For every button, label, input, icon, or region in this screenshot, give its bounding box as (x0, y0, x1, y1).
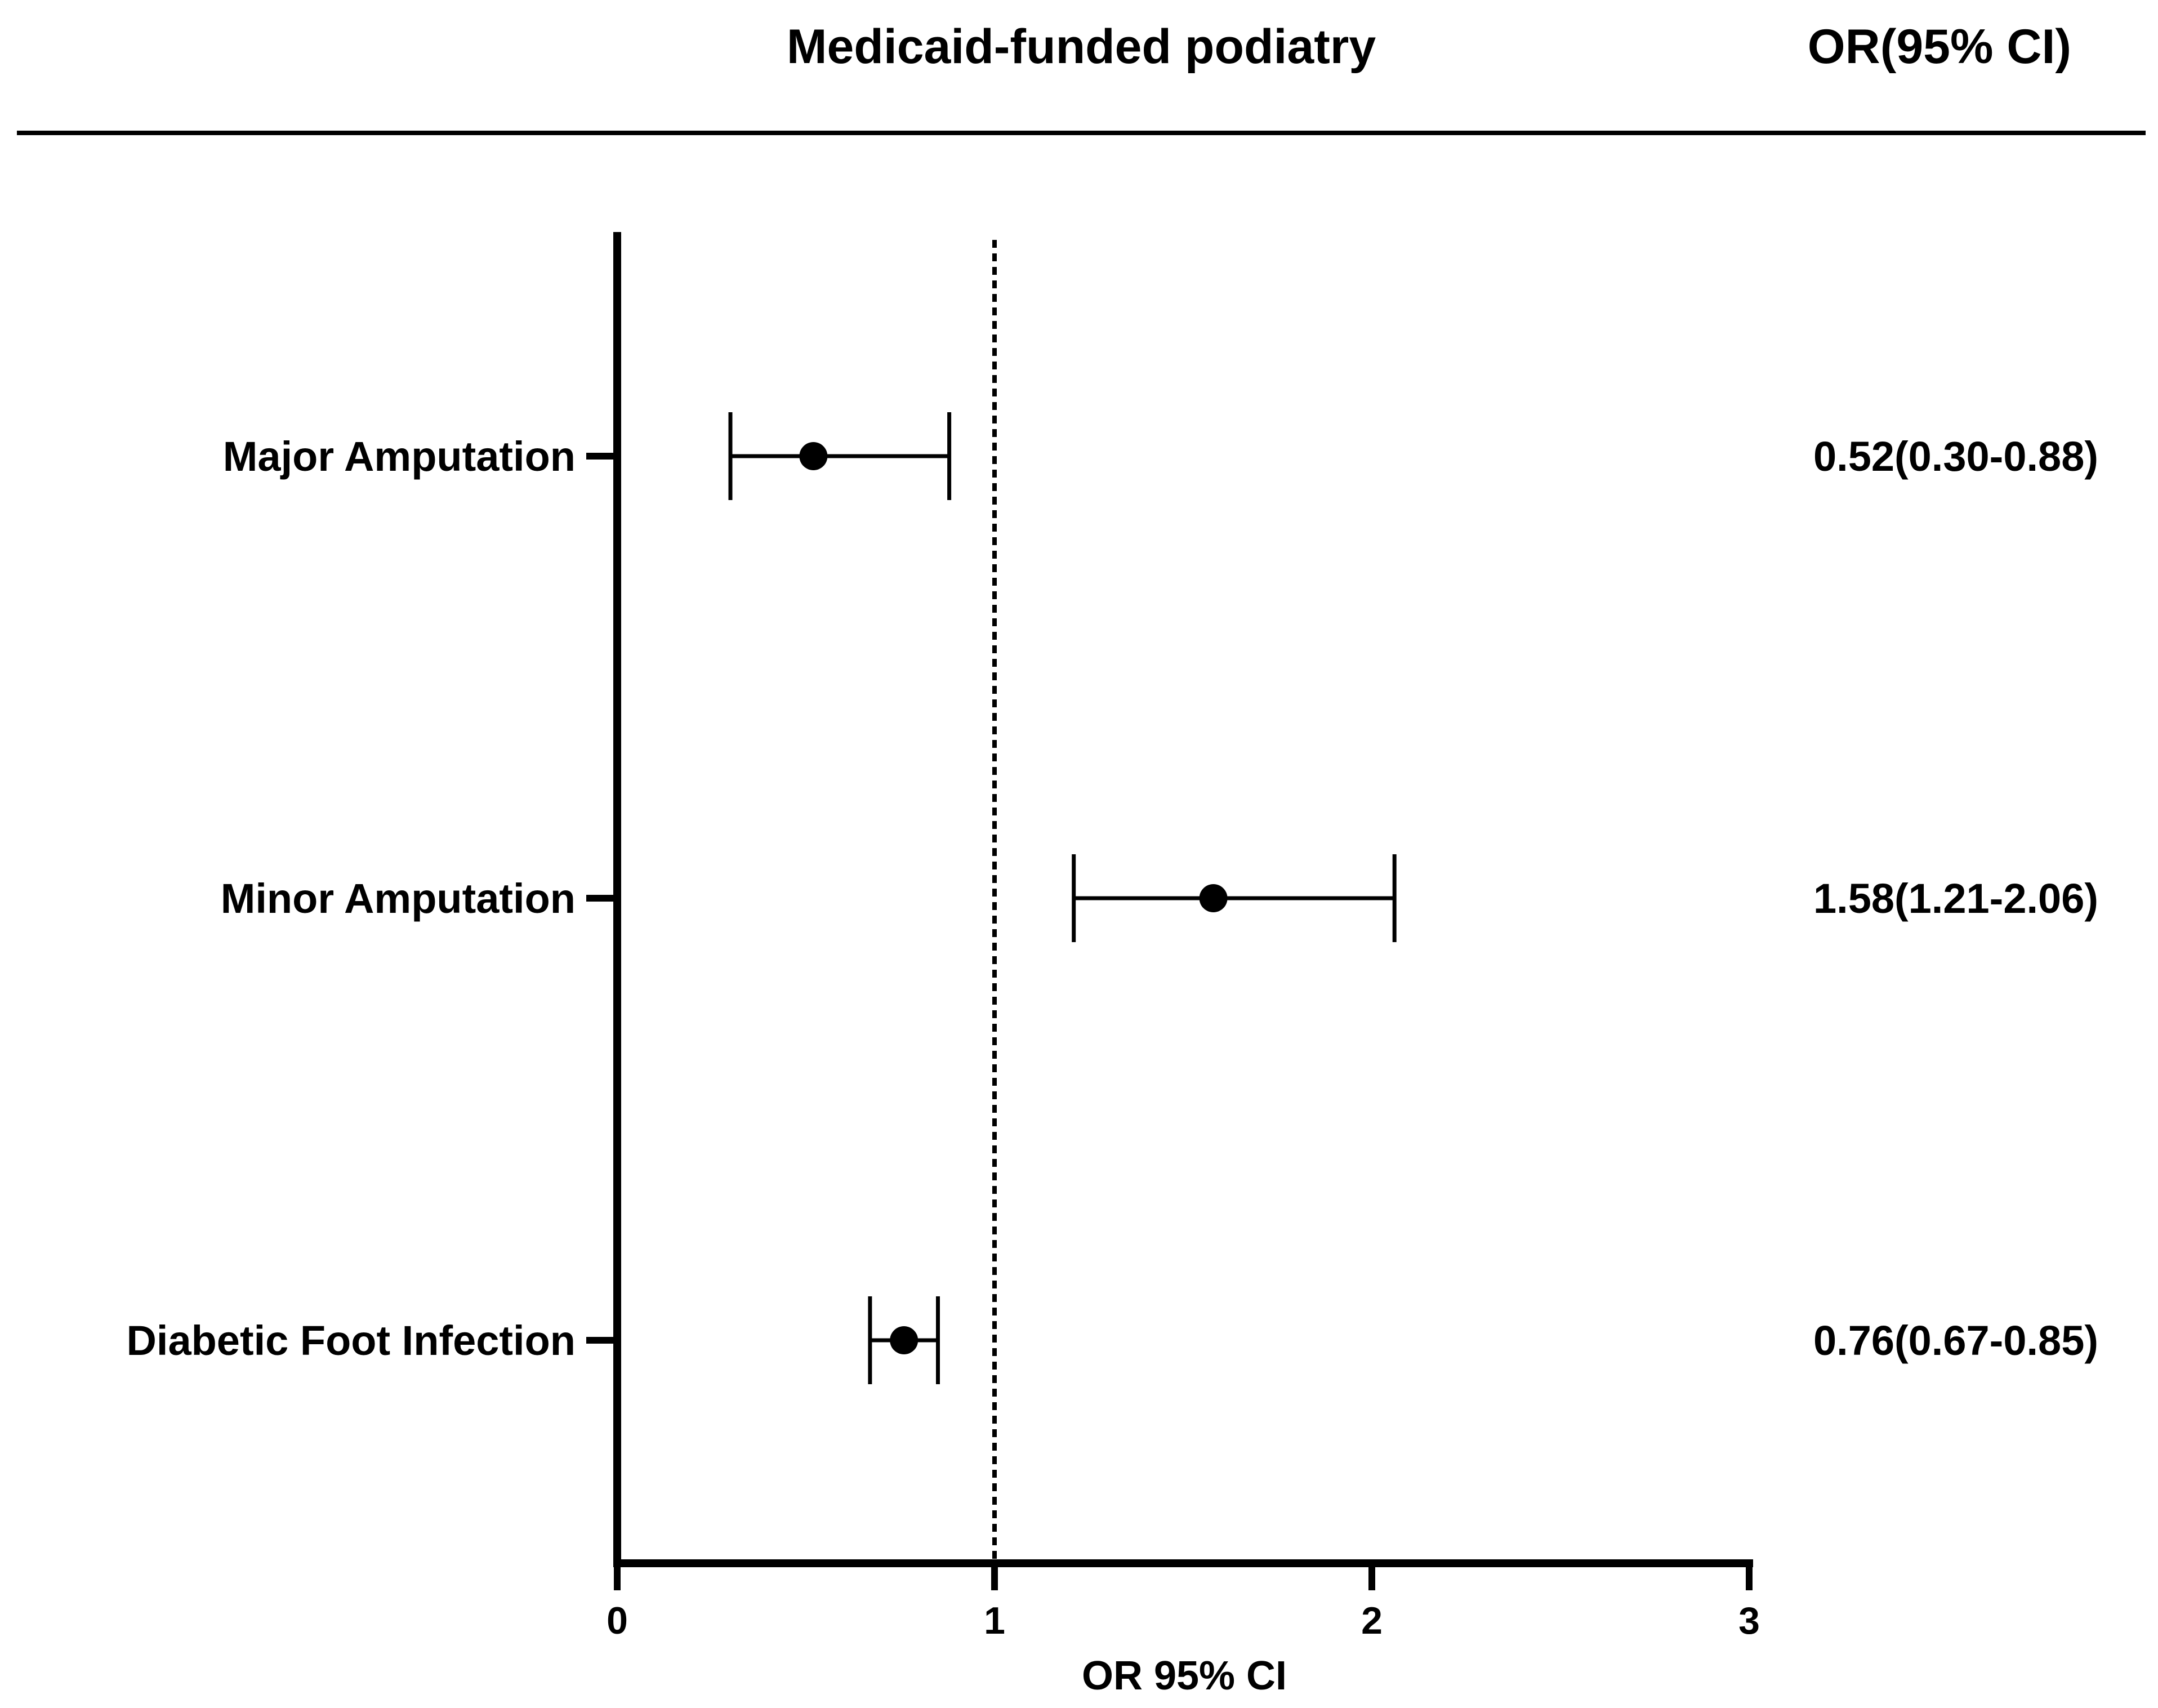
row-label: Diabetic Foot Infection (126, 1317, 576, 1364)
x-axis-ticks (607, 1563, 1760, 1642)
row-label: Major Amputation (222, 433, 576, 480)
chart-title: Medicaid-funded podiatry (786, 20, 1376, 74)
x-tick-label: 3 (1738, 1599, 1760, 1642)
forest-row (221, 854, 2098, 942)
x-tick-label: 1 (984, 1599, 1005, 1642)
estimate-column-header: OR(95% CI) (1807, 20, 2071, 74)
y-axis-ticks (586, 456, 617, 1340)
point-estimate (1200, 884, 1228, 912)
x-axis-title: OR 95% CI (1081, 1653, 1287, 1698)
forest-row (126, 1296, 2098, 1384)
estimate-text: 1.58(1.21-2.06) (1813, 875, 2098, 922)
estimate-text: 0.76(0.67-0.85) (1813, 1317, 2098, 1364)
forest-row (223, 412, 2098, 500)
x-tick-label: 0 (607, 1599, 628, 1642)
estimate-text: 0.52(0.30-0.88) (1813, 433, 2098, 480)
row-label: Minor Amputation (220, 875, 576, 922)
forest-rows (126, 412, 2098, 1384)
point-estimate (799, 442, 827, 470)
x-tick-label: 2 (1361, 1599, 1383, 1642)
point-estimate (890, 1326, 918, 1354)
